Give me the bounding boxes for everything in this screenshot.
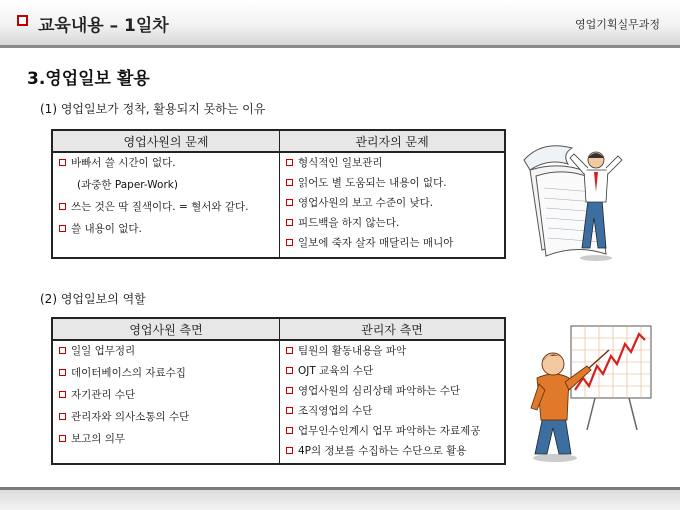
checkbox-bullet-icon: [17, 15, 28, 26]
list-item: 영업사원의 보고 수준이 낮다.: [286, 197, 504, 209]
header-divider: [0, 45, 680, 48]
list-item: 팀원의 활동내용을 파악: [286, 345, 504, 357]
list-item: 자기관리 수단: [59, 389, 279, 401]
list-item: 조직영업의 수단: [286, 405, 504, 417]
list-item-note: (과중한 Paper-Work): [77, 179, 178, 191]
column-header-manager-problems: 관리자의 문제: [280, 130, 506, 152]
list-item: 피드백을 하지 않는다.: [286, 217, 504, 229]
column-header-salesperson-side: 영업사원 측면: [52, 318, 280, 340]
problems-table: [51, 129, 506, 259]
list-item: 형식적인 일보관리: [286, 157, 504, 169]
list-item: 업무인수인계시 업무 파악하는 자료제공: [286, 425, 504, 437]
slide-header: [0, 0, 680, 46]
salesperson-roles-cell: [52, 340, 280, 464]
list-item: 바빠서 쓸 시간이 없다.: [59, 157, 279, 169]
part1-heading: (1) 영업일보가 정착, 활용되지 못하는 이유: [40, 102, 266, 116]
list-item: 4P의 정보를 수집하는 수단으로 활용: [286, 445, 504, 457]
section-title: 3.영업일보 활용: [27, 69, 150, 89]
list-item: 일보에 죽자 살자 매달리는 매니아: [286, 237, 504, 249]
man-pointing-chart-icon: [525, 320, 665, 465]
list-item: 읽어도 별 도움되는 내용이 없다.: [286, 177, 504, 189]
manager-problems-cell: [280, 152, 506, 258]
list-item: 쓸 내용이 없다.: [59, 223, 279, 235]
roles-table: [51, 317, 506, 465]
list-item: 쓰는 것은 딱 질색이다. = 혈서와 같다.: [59, 201, 279, 213]
part2-heading: (2) 영업일보의 역할: [40, 292, 146, 306]
list-item: OJT 교육의 수단: [286, 365, 504, 377]
slide-footer: [0, 490, 680, 510]
manager-roles-cell: [280, 340, 506, 464]
salesperson-problems-cell: [52, 152, 280, 258]
course-name: 영업기획실무과정: [574, 18, 660, 31]
column-header-salesperson-problems: 영업사원의 문제: [52, 130, 280, 152]
column-header-manager-side: 관리자 측면: [280, 318, 506, 340]
list-item: 영업사원의 심리상태 파악하는 수단: [286, 385, 504, 397]
header-title: 교육내용 – 1일차: [38, 16, 169, 36]
list-item: 일일 업무정리: [59, 345, 279, 357]
man-on-paper-stack-icon: [522, 130, 662, 265]
list-item: 데이터베이스의 자료수집: [59, 367, 279, 379]
list-item: 관리자와 의사소통의 수단: [59, 411, 279, 423]
list-item: 보고의 의무: [59, 433, 279, 445]
